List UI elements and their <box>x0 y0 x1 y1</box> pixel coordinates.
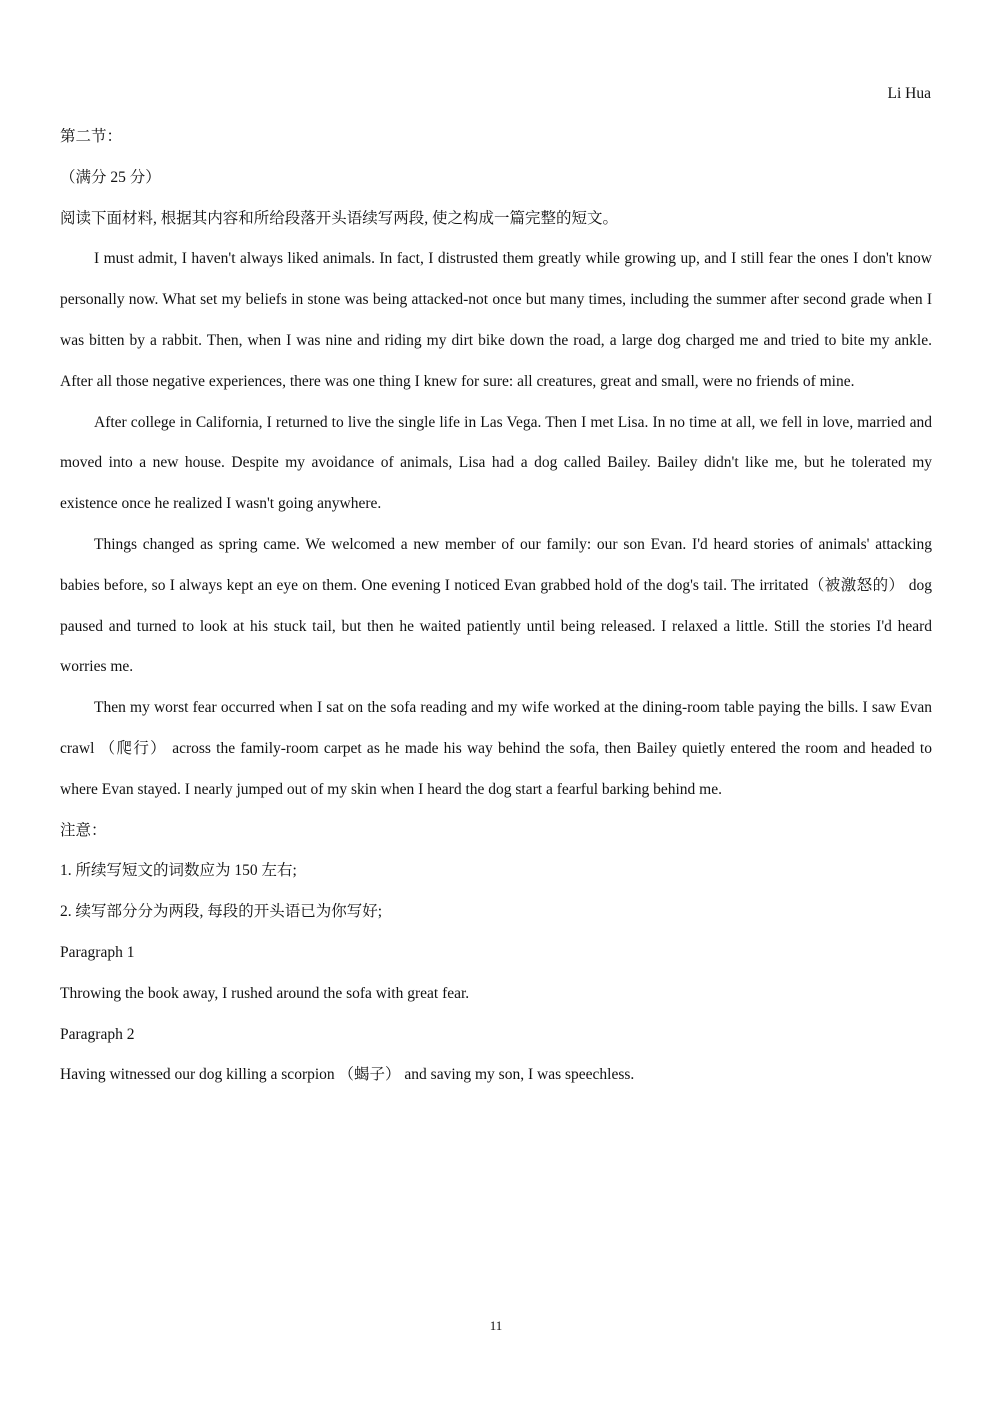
note-item-2: 2. 续写部分分为两段, 每段的开头语已为你写好; <box>60 903 383 921</box>
passage-paragraph-4: Then my worst fear occurred when I sat on the sofa reading and my wife worked at the dining-room table paying the bills. I saw Evan crawl （爬行） across the family-room carpet as he made his way behind the sofa, then Bailey quietly entered the room and headed to where Evan stayed. I nearly jumped out of my skin when I heard the dog start a fearful barking behind me. <box>60 699 932 798</box>
document-body <box>60 117 932 1096</box>
author-signature: Li Hua <box>887 85 931 102</box>
notes-label: 注意： <box>60 821 107 839</box>
passage-paragraph-2: After college in California, I returned to live the single life in Las Vega. Then I met Lisa. In no time at all, we fell in love, married and moved into a new house. Despite my avoidance of animals, Lisa had a dog called Bailey. Bailey didn't like me, but he tolerated my existence once he realized I wasn't going anywhere. <box>60 413 932 513</box>
paragraph-1-opening: Throwing the book away, I rushed around the sofa with great fear. <box>60 984 470 1002</box>
paragraph-2-label: Paragraph 2 <box>60 1025 135 1043</box>
section-instruction: 阅读下面材料, 根据其内容和所给段落开头语续写两段, 使之构成一篇完整的短文。 <box>60 209 619 227</box>
section-title: 第二节： <box>60 128 123 145</box>
section-score: （满分 25 分） <box>60 168 161 186</box>
note-item-1: 1. 所续写短文的词数应为 150 左右; <box>60 862 297 880</box>
paragraph-2-opening: Having witnessed our dog killing a scorpion （蝎子） and saving my son, I was speechless. <box>60 1066 635 1084</box>
passage-paragraph-1: I must admit, I haven't always liked animals. In fact, I distrusted them greatly while growing up, and I still fear the ones I don't know personally now. What set my beliefs in stone was being attacked-not once but many times, including the summer after second grade when I was bitten by a rabbit. Then, when I was nine and riding my dirt bike down the road, a large dog charged me and tried to bite my ankle. After all those negative experiences, there was one thing I knew for sure: all creatures, great and small, were no friends of mine. <box>60 250 932 390</box>
paragraph-1-label: Paragraph 1 <box>60 943 135 961</box>
passage-paragraph-3: Things changed as spring came. We welcomed a new member of our family: our son Evan. I'd heard stories of animals' attacking babies before, so I always kept an eye on them. One evening I noticed Evan grabbed hold of the dog's tail. The irritated（被激怒的） dog paused and turned to look at his stuck tail, but then he waited patiently until being released. I relaxed a little. Still the stories I'd heard worries me. <box>60 535 932 676</box>
page-number: 11 <box>489 1318 503 1333</box>
